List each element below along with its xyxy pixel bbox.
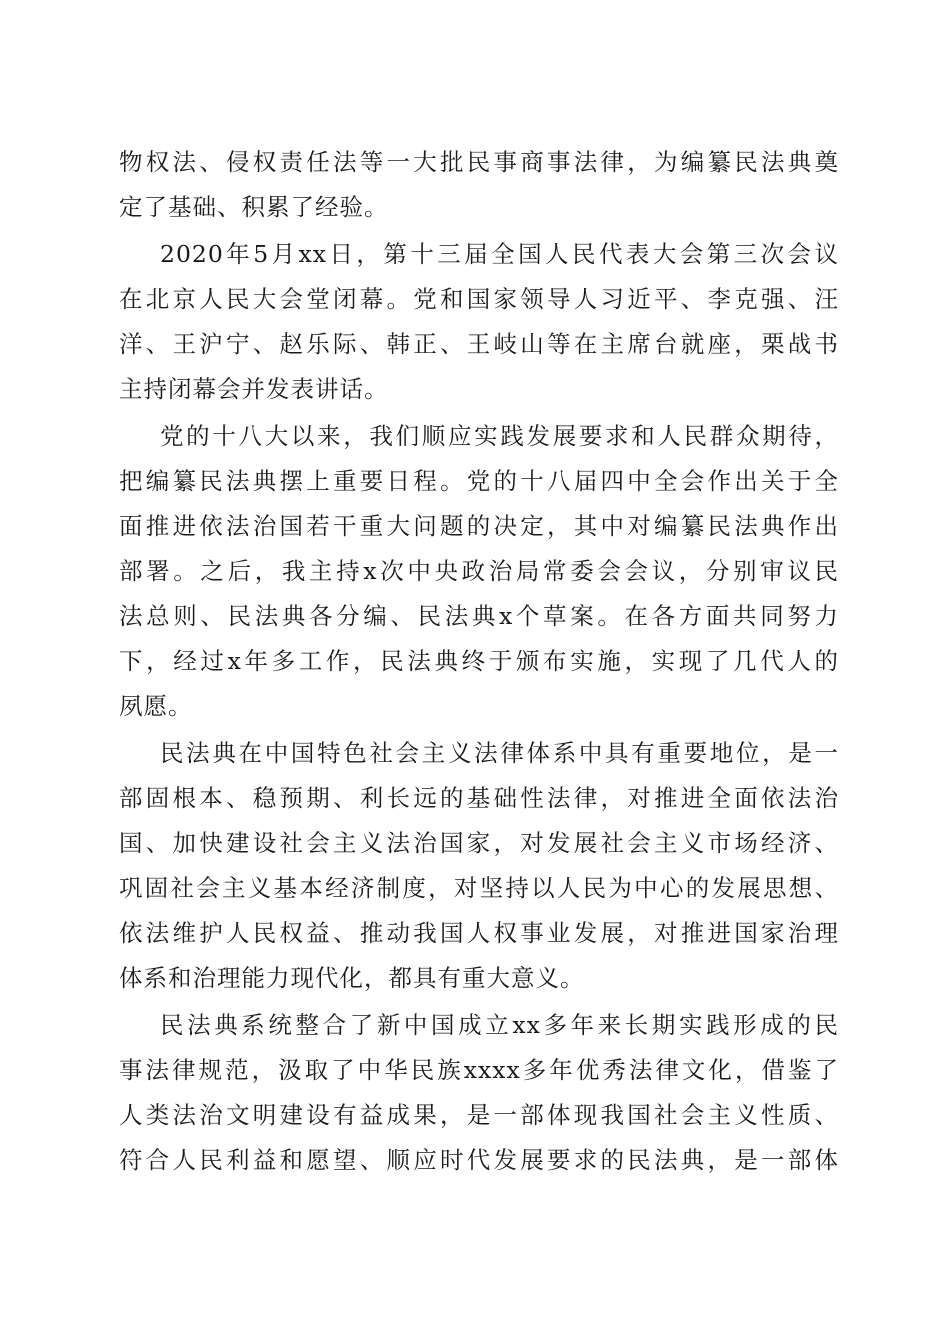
text-line: 法总则、民法典各分编、民法典x个草案。在各方面共同努力 <box>119 602 839 630</box>
text-line: 国、加快建设社会主义法治国家，对发展社会主义市场经济、 <box>119 829 839 857</box>
text-line: 人类法治文明建设有益成果，是一部体现我国社会主义性质、 <box>119 1101 839 1129</box>
text-line: 巩固社会主义基本经济制度，对坚持以人民为中心的发展思想、 <box>119 874 839 902</box>
text-line: 夙愿。 <box>119 692 193 720</box>
text-line: 部固根本、稳预期、利长远的基础性法律，对推进全面依法治 <box>119 784 839 812</box>
text-line: 民法典系统整合了新中国成立xx多年来长期实践形成的民 <box>160 1011 839 1039</box>
text-line: 事法律规范，汲取了中华民族xxxx多年优秀法律文化，借鉴了 <box>119 1056 839 1084</box>
text-line: 主持闭幕会并发表讲话。 <box>119 375 389 403</box>
text-line: 下，经过x年多工作，民法典终于颁布实施，实现了几代人的 <box>119 647 839 675</box>
text-line: 民法典在中国特色社会主义法律体系中具有重要地位，是一 <box>160 739 839 767</box>
text-line: 面推进依法治国若干重大问题的决定，其中对编纂民法典作出 <box>119 512 839 540</box>
text-line: 党的十八大以来，我们顺应实践发展要求和人民群众期待， <box>160 422 839 450</box>
text-line: 在北京人民大会堂闭幕。党和国家领导人习近平、李克强、汪 <box>119 285 839 313</box>
text-line: 体系和治理能力现代化，都具有重大意义。 <box>119 964 585 992</box>
text-line: 部署。之后，我主持x次中央政治局常委会会议，分别审议民 <box>119 557 839 585</box>
text-line: 洋、王沪宁、赵乐际、韩正、王岐山等在主席台就座，栗战书 <box>119 330 839 358</box>
text-line: 依法维护人民权益、推动我国人权事业发展，对推进国家治理 <box>119 919 839 947</box>
text-line: 把编纂民法典摆上重要日程。党的十八届四中全会作出关于全 <box>119 467 839 495</box>
text-line: 符合人民利益和愿望、顺应时代发展要求的民法典，是一部体 <box>119 1146 839 1174</box>
text-line: 物权法、侵权责任法等一大批民事商事法律，为编纂民法典奠 <box>119 148 839 176</box>
text-line: 定了基础、积累了经验。 <box>119 193 389 221</box>
text-line: 2020年5月xx日，第十三届全国人民代表大会第三次会议 <box>160 240 839 268</box>
